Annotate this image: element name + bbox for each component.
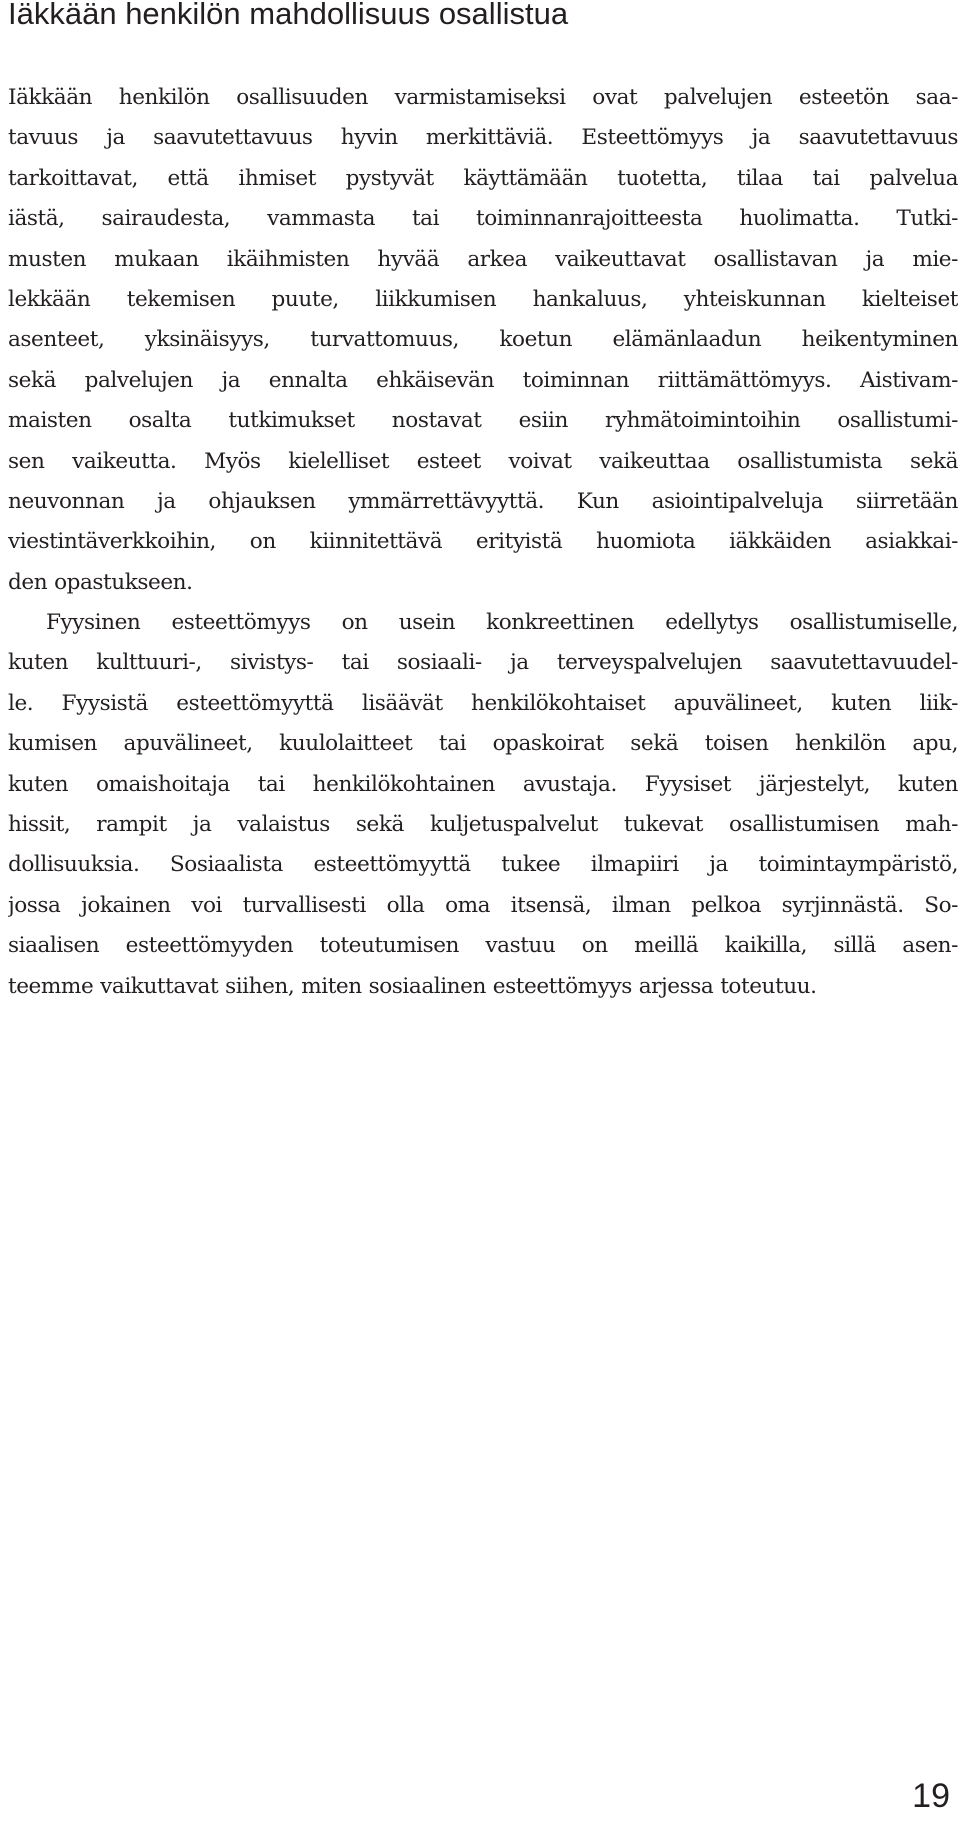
paragraph-2-line: dollisuuksia. Sosiaalista esteettömyyttä tukee ilmapiiri ja toimintaympäristö,: [8, 852, 958, 878]
paragraph-1-line: iästä, sairaudesta, vammasta tai toiminnanrajoitteesta huolimatta. Tutki-: [8, 206, 958, 232]
paragraph-2-line: jossa jokainen voi turvallisesti olla oma itsensä, ilman pelkoa syrjinnästä. So-: [8, 892, 958, 918]
paragraph-2-line: kuten omaishoitaja tai henkilökohtainen avustaja. Fyysiset järjestelyt, kuten: [8, 771, 958, 797]
paragraph-1-line: asenteet, yksinäisyys, turvattomuus, koetun elämänlaadun heikentyminen: [8, 327, 958, 353]
paragraph-2-line: kuten kulttuuri-, sivistys- tai sosiaali- ja terveyspalvelujen saavutettavuudel-: [8, 650, 958, 676]
paragraph-1-line: tarkoittavat, että ihmiset pystyvät käyttämään tuotetta, tilaa tai palvelua: [8, 165, 958, 191]
paragraph-1-line: sekä palvelujen ja ennalta ehkäisevän toiminnan riittämättömyys. Aistivam-: [8, 367, 958, 393]
paragraph-2-line: Fyysinen esteettömyys on usein konkreettinen edellytys osallistumiselle,: [46, 610, 958, 636]
paragraph-1-line: den opastukseen.: [8, 569, 193, 595]
paragraph-2-line: siaalisen esteettömyyden toteutumisen vastuu on meillä kaikilla, sillä asen-: [8, 933, 958, 959]
paragraph-1-line: lekkään tekemisen puute, liikkumisen hankaluus, yhteiskunnan kielteiset: [8, 286, 958, 312]
paragraph-1-line: maisten osalta tutkimukset nostavat esiin ryhmätoimintoihin osallistumi-: [8, 408, 958, 434]
paragraph-1-line: sen vaikeutta. Myös kielelliset esteet voivat vaikeuttaa osallistumista sekä: [8, 448, 958, 474]
paragraph-2-line: kumisen apuvälineet, kuulolaitteet tai opaskoirat sekä toisen henkilön apu,: [8, 731, 958, 757]
paragraph-1-line: viestintäverkkoihin, on kiinnitettävä erityistä huomiota iäkkäiden asiakkai-: [8, 529, 958, 555]
paragraph-1-line: Iäkkään henkilön osallisuuden varmistamiseksi ovat palvelujen esteetön saa-: [8, 85, 958, 110]
paragraph-2-line: hissit, rampit ja valaistus sekä kuljetuspalvelut tukevat osallistumisen mah-: [8, 812, 958, 838]
page-number: 19: [912, 1777, 950, 1815]
page-title: Iäkkään henkilön mahdollisuus osallistua: [8, 0, 569, 31]
paragraph-2-line: teemme vaikuttavat siihen, miten sosiaalinen esteettömyys arjessa toteutuu.: [8, 973, 817, 999]
paragraph-2-line: le. Fyysistä esteettömyyttä lisäävät henkilökohtaiset apuvälineet, kuten liik-: [8, 690, 958, 716]
paragraph-1-line: neuvonnan ja ohjauksen ymmärrettävyyttä. Kun asiointipalveluja siirretään: [8, 488, 958, 514]
paragraph-1-line: musten mukaan ikäihmisten hyvää arkea vaikeuttavat osallistavan ja mie-: [8, 246, 958, 272]
paragraph-1-line: tavuus ja saavutettavuus hyvin merkittäviä. Esteettömyys ja saavutettavuus: [8, 125, 958, 151]
body-text: [8, 78, 958, 1007]
